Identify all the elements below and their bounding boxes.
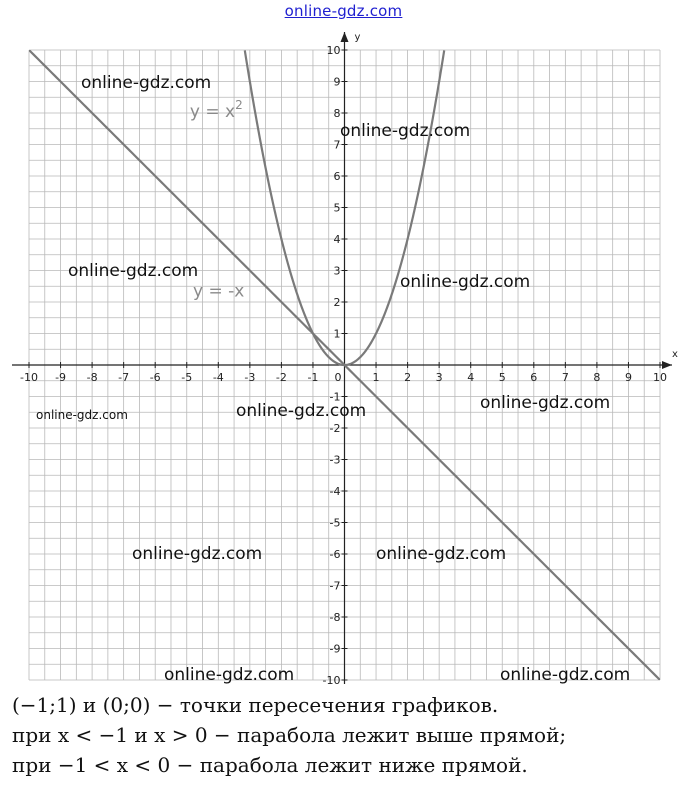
series-label-line: y = -x <box>193 281 245 302</box>
caption-line-above: при x < −1 и x > 0 − парабола лежит выше прямой; <box>12 723 567 747</box>
x-tick-label: -1 <box>307 371 319 384</box>
y-tick-label: -3 <box>329 453 341 467</box>
x-tick-label: 3 <box>435 371 443 384</box>
y-tick-label: 10 <box>326 44 341 57</box>
x-tick-label: 9 <box>624 371 632 384</box>
series-label-parabola-exponent: 2 <box>235 98 243 112</box>
x-tick-label: -7 <box>118 371 130 384</box>
watermark: online-gdz.com <box>400 272 531 292</box>
x-tick-label: -5 <box>181 371 193 384</box>
x-axis-arrow <box>662 361 672 369</box>
y-tick-label: 5 <box>333 201 341 215</box>
series-label-parabola: $y = x^2$ <box>189 98 243 122</box>
x-tick-label: 6 <box>530 371 538 384</box>
y-tick-label: -10 <box>322 674 341 687</box>
caption-line-below: при −1 < x < 0 − парабола лежит ниже прямой. <box>12 753 528 777</box>
y-tick-label: -5 <box>329 516 341 530</box>
x-tick-label: 2 <box>404 371 412 384</box>
x-tick-label: -2 <box>275 371 287 384</box>
x-tick-label: 1 <box>372 371 380 384</box>
x-tick-label: -4 <box>212 371 224 384</box>
x-tick-label: 10 <box>653 371 667 384</box>
watermark: online-gdz.com <box>480 393 611 413</box>
y-tick-label: 9 <box>333 75 341 89</box>
x-tick-label: -3 <box>244 371 256 384</box>
y-tick-label: -2 <box>329 422 341 435</box>
x-axis-label: x <box>672 349 678 360</box>
watermark: online-gdz.com <box>500 665 631 685</box>
watermark: online-gdz.com <box>340 121 471 141</box>
x-tick-label: -8 <box>86 371 98 384</box>
caption-line-intersections: (−1;1) и (0;0) − точки пересечения графиков. <box>12 693 499 717</box>
x-tick-label: -6 <box>149 371 161 384</box>
watermark: online-gdz.com <box>36 408 128 422</box>
y-tick-label: 6 <box>333 170 341 183</box>
y-tick-label: -7 <box>329 579 341 593</box>
y-tick-label: -9 <box>329 642 341 656</box>
y-tick-label: 4 <box>333 233 341 246</box>
watermark: online-gdz.com <box>132 544 263 564</box>
x-tick-label: 5 <box>498 371 506 384</box>
y-tick-label: -4 <box>329 485 341 498</box>
site-header-link[interactable]: online-gdz.com <box>284 2 403 20</box>
y-axis-arrow <box>341 32 349 42</box>
y-tick-label: 7 <box>333 138 341 152</box>
origin-label: 0 <box>334 371 342 384</box>
y-axis-label: y <box>354 32 361 43</box>
y-tick-label: 1 <box>333 327 341 341</box>
watermark: online-gdz.com <box>164 665 295 685</box>
watermark: online-gdz.com <box>236 401 367 421</box>
x-tick-label: -9 <box>55 371 67 384</box>
x-tick-label: 4 <box>467 371 475 384</box>
y-tick-label: -8 <box>329 611 341 624</box>
y-tick-label: 8 <box>333 107 341 120</box>
y-tick-label: 3 <box>333 264 341 278</box>
y-tick-label: -6 <box>329 548 341 561</box>
x-tick-label: 7 <box>561 371 569 384</box>
x-tick-label: -10 <box>20 371 38 384</box>
y-tick-label: 2 <box>333 296 341 309</box>
y-tick-label: -1 <box>329 390 341 404</box>
watermark: online-gdz.com <box>68 261 199 281</box>
watermark: online-gdz.com <box>376 544 507 564</box>
solution-caption <box>12 690 682 780</box>
x-tick-label: 8 <box>593 371 601 384</box>
watermark: online-gdz.com <box>81 73 212 93</box>
